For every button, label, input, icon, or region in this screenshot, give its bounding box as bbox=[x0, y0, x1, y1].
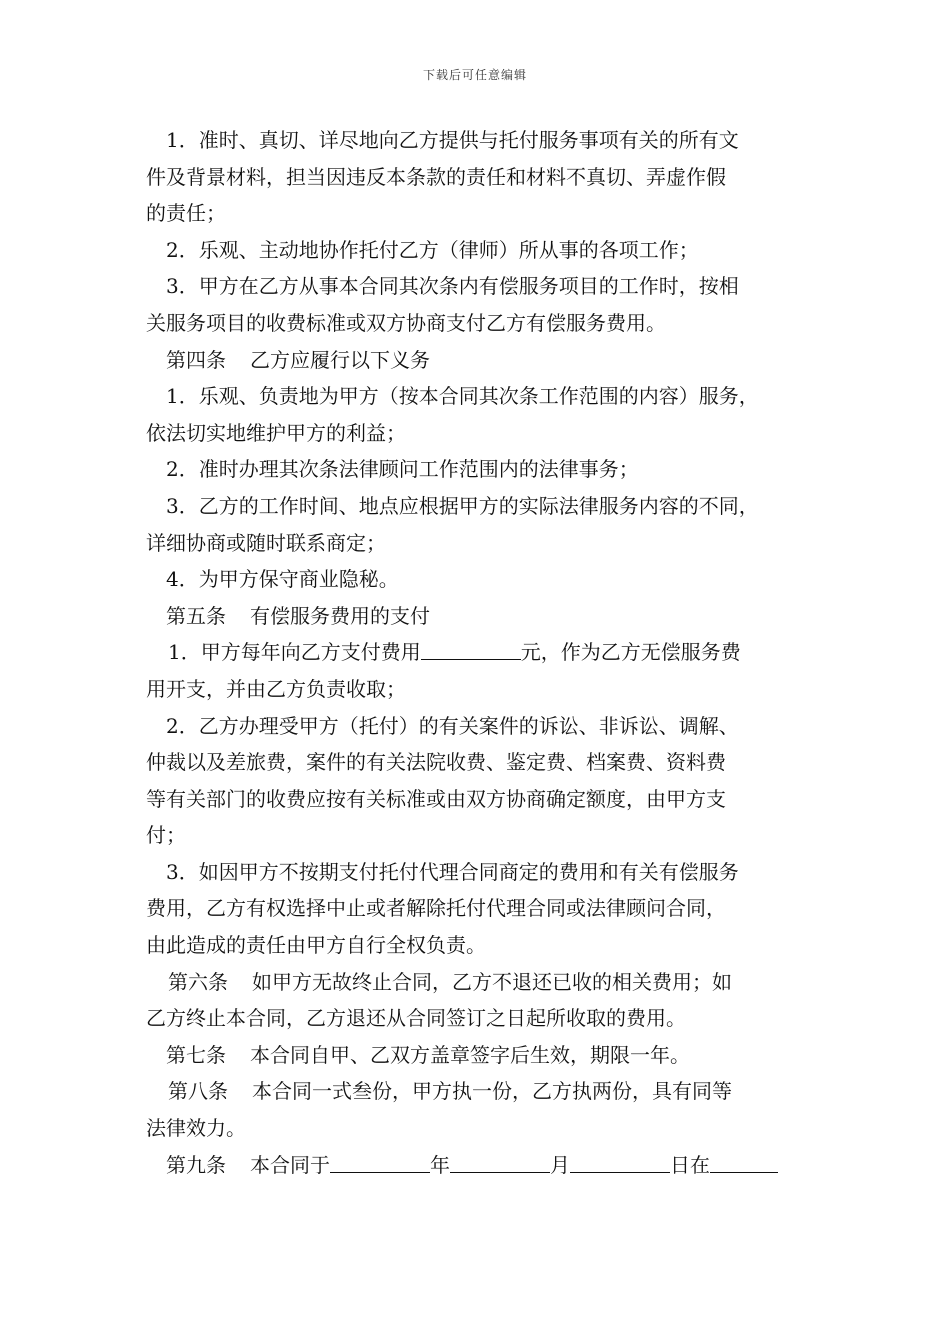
article-number: 第六条 bbox=[168, 969, 228, 994]
article-number: 第四条 bbox=[166, 347, 226, 372]
article-number: 第五条 bbox=[166, 603, 226, 628]
text-segment: 日在 bbox=[670, 1152, 710, 1177]
paragraph-line: 2．准时办理其次条法律顾问工作范围内的法律事务； bbox=[166, 457, 639, 482]
paragraph-line: 3．甲方在乙方从事本合同其次条内有偿服务项目的工作时，按相 bbox=[166, 274, 739, 299]
fill-blank-year[interactable] bbox=[330, 1152, 430, 1173]
text-segment: 1．甲方每年向乙方支付费用 bbox=[168, 640, 421, 665]
fill-blank-fee[interactable] bbox=[421, 639, 521, 660]
article-text: 本合同自甲、乙双方盖章签字后生效，期限一年。 bbox=[250, 1042, 690, 1067]
paragraph-line: 仲裁以及差旅费，案件的有关法院收费、鉴定费、档案费、资料费 bbox=[146, 750, 726, 775]
paragraph-line bbox=[146, 634, 822, 671]
paragraph-line: 2．乐观、主动地协作托付乙方（律师）所从事的各项工作； bbox=[166, 237, 699, 262]
text-segment: 本合同于 bbox=[250, 1152, 330, 1177]
paragraph-line: 由此造成的责任由甲方自行全权负责。 bbox=[146, 933, 486, 958]
paragraph-line: 3．乙方的工作时间、地点应根据甲方的实际法律服务内容的不同， bbox=[166, 493, 759, 518]
paragraph-line: 1．准时、真切、详尽地向乙方提供与托付服务事项有关的所有文 bbox=[166, 128, 739, 152]
paragraph-line: 用开支，并由乙方负责收取； bbox=[146, 676, 406, 701]
paragraph-line: 付； bbox=[146, 823, 186, 848]
paragraph-line: 依法切实地维护甲方的利益； bbox=[146, 420, 406, 445]
text-segment: 年 bbox=[430, 1152, 450, 1177]
paragraph-line: 乙方终止本合同，乙方退还从合同签订之日起所收取的费用。 bbox=[146, 1006, 686, 1031]
paragraph-line: 详细协商或随时联系商定； bbox=[146, 530, 386, 555]
article-title: 乙方应履行以下义务 bbox=[250, 347, 430, 372]
article-heading-7 bbox=[146, 1037, 822, 1074]
article-number: 第七条 bbox=[166, 1042, 226, 1067]
paragraph-line: 费用，乙方有权选择中止或者解除托付代理合同或法律顾问合同， bbox=[146, 896, 726, 921]
article-heading-8 bbox=[146, 1073, 822, 1110]
article-text: 如甲方无故终止合同，乙方不退还已收的相关费用；如 bbox=[252, 969, 732, 994]
fill-blank-day[interactable] bbox=[570, 1152, 670, 1173]
paragraph-line: 2．乙方办理受甲方（托付）的有关案件的诉讼、非诉讼、调解、 bbox=[166, 713, 739, 738]
fill-blank-place[interactable] bbox=[710, 1152, 778, 1173]
paragraph-line: 关服务项目的收费标准或双方协商支付乙方有偿服务费用。 bbox=[146, 310, 666, 335]
paragraph-line: 等有关部门的收费应按有关标准或由双方协商确定额度，由甲方支 bbox=[146, 786, 726, 811]
paragraph-line: 法律效力。 bbox=[146, 1116, 246, 1141]
article-number: 第九条 bbox=[166, 1152, 226, 1177]
article-heading-5 bbox=[146, 598, 822, 635]
article-text: 本合同一式叁份，甲方执一份，乙方执两份，具有同等 bbox=[252, 1079, 732, 1104]
paragraph-line: 3．如因甲方不按期支付托付代理合同商定的费用和有关有偿服务 bbox=[166, 859, 739, 884]
paragraph-line: 的责任； bbox=[146, 201, 226, 226]
fill-blank-month[interactable] bbox=[450, 1152, 550, 1173]
text-segment: 元，作为乙方无偿服务费 bbox=[520, 640, 741, 665]
article-heading-4 bbox=[146, 342, 822, 379]
paragraph-line: 4．为甲方保守商业隐秘。 bbox=[166, 567, 399, 592]
article-heading-9 bbox=[146, 1147, 822, 1184]
text-segment: 月 bbox=[550, 1152, 570, 1177]
contract-body bbox=[146, 122, 822, 1183]
page-header: 下载后可任意编辑 bbox=[422, 68, 527, 82]
article-heading-6 bbox=[146, 964, 822, 1001]
article-number: 第八条 bbox=[168, 1079, 228, 1104]
article-title: 有偿服务费用的支付 bbox=[250, 603, 430, 628]
paragraph-line: 件及背景材料，担当因违反本条款的责任和材料不真切、弄虚作假 bbox=[146, 164, 726, 189]
paragraph-line: 1．乐观、负责地为甲方（按本合同其次条工作范围的内容）服务， bbox=[166, 384, 759, 409]
